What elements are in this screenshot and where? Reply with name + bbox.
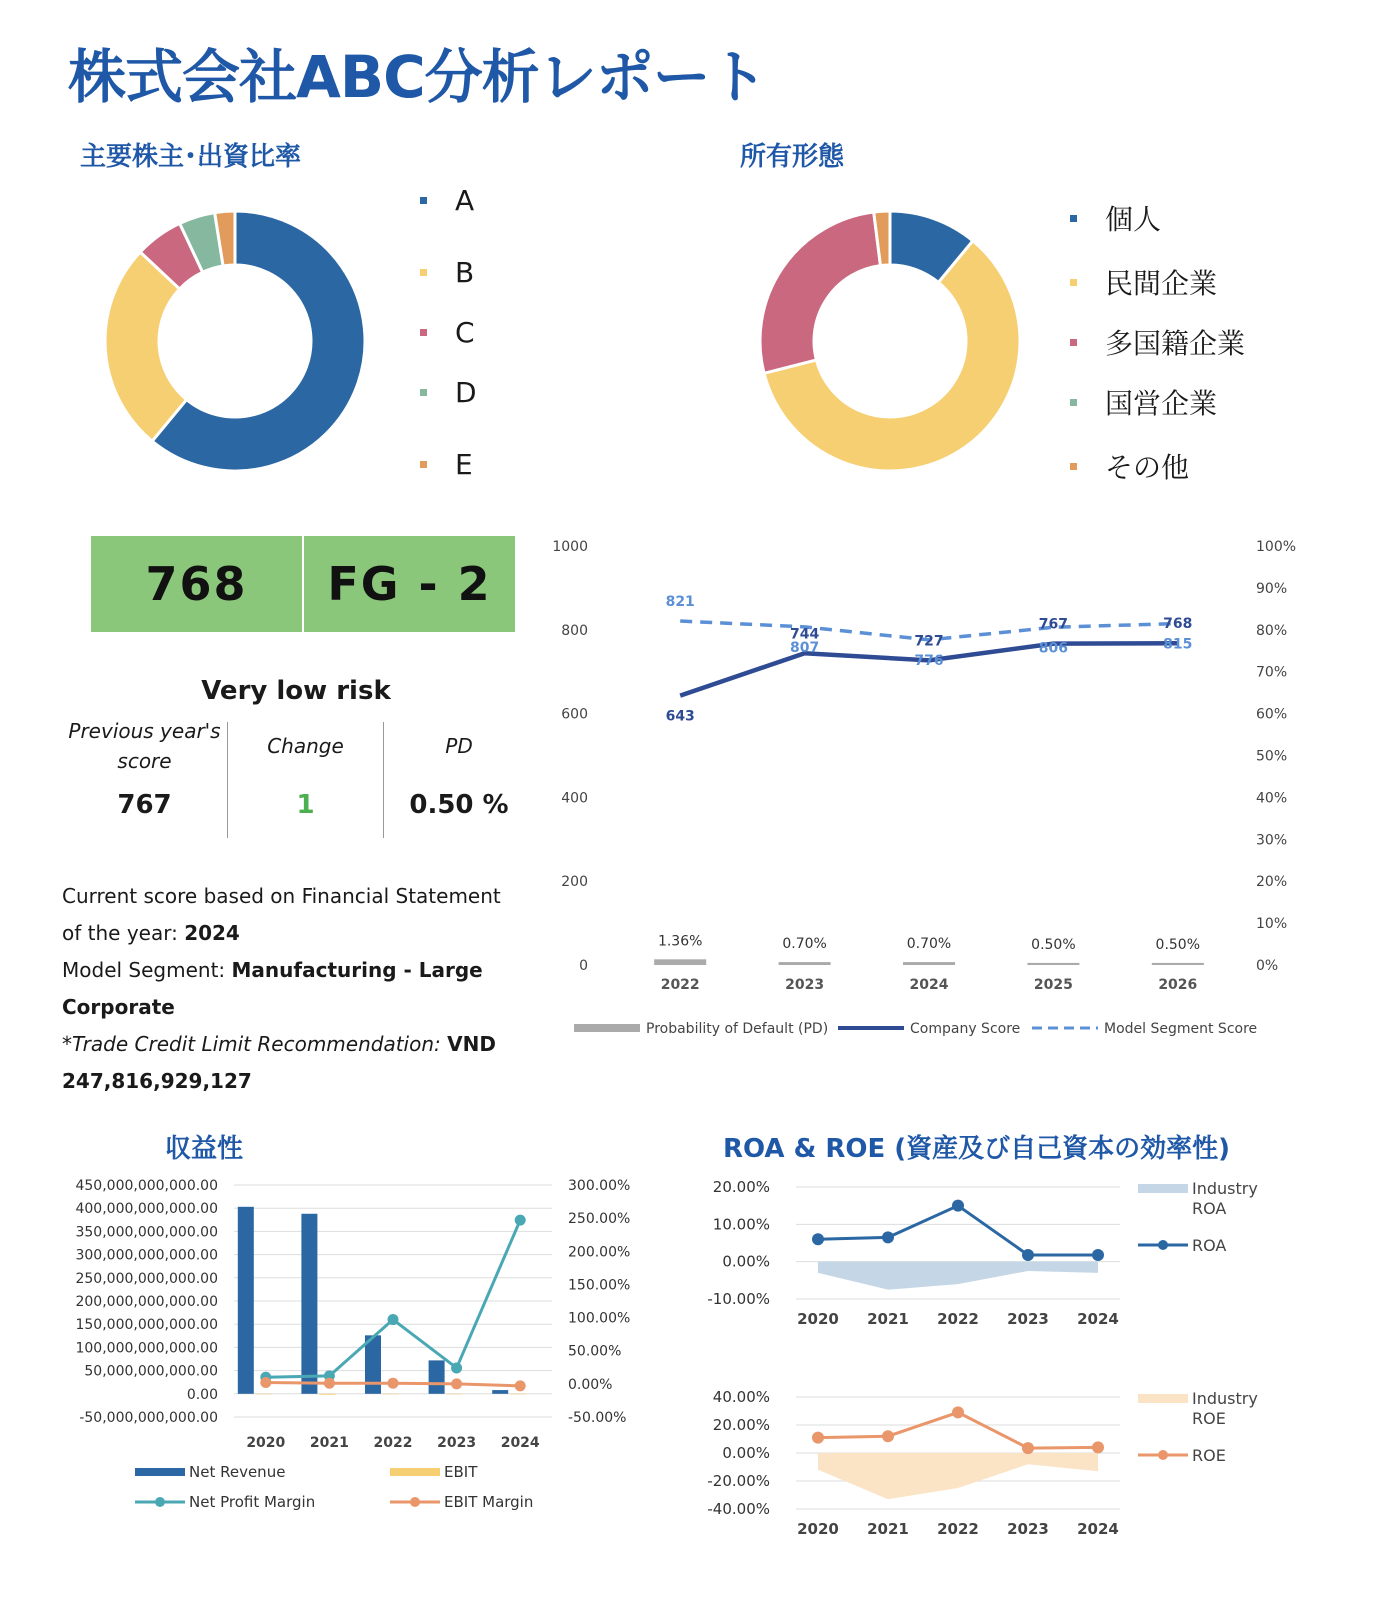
fs-year: 2024: [184, 921, 240, 945]
y-tick-label: 0: [579, 958, 588, 974]
y-tick-label: 250,000,000,000.00: [75, 1270, 218, 1287]
y-tick-label: 50,000,000,000.00: [84, 1363, 218, 1380]
x-tick-label: 2022: [937, 1310, 979, 1328]
net-profit-margin-point: [515, 1215, 526, 1226]
legend-label: E: [455, 448, 473, 481]
legend-swatch: [1070, 215, 1077, 222]
fs-text: Current score based on Financial Statement of the year:: [62, 884, 501, 945]
y-tick-label: 350,000,000,000.00: [75, 1224, 218, 1241]
model-score-label: 806: [1038, 640, 1069, 657]
model-score-label: 807: [789, 639, 820, 656]
legend-label-ebit: EBIT: [444, 1463, 478, 1481]
segment-text: Model Segment:: [62, 958, 232, 982]
legend-swatch-industry: [1138, 1184, 1188, 1193]
risk-label: Very low risk: [201, 676, 391, 706]
y-tick-label: 0.00: [186, 1386, 218, 1403]
ratio-point: [1022, 1249, 1034, 1261]
legend-item-a: [420, 184, 474, 217]
y-tick-label: -10.00%: [707, 1290, 770, 1308]
y2-tick-label: 100%: [1256, 539, 1297, 555]
efficiency-title: ROA & ROE (資産及び自己資本の効率性): [723, 1134, 1231, 1164]
donut-slice-多国籍企業: [760, 212, 880, 373]
legend-label: 多国籍企業: [1105, 327, 1246, 360]
ratio-point: [812, 1432, 824, 1444]
y-tick-label: 20.00%: [712, 1178, 770, 1196]
ebit-bar: [383, 1394, 399, 1395]
legend-marker-em: [410, 1497, 420, 1507]
legend-label-model: Model Segment Score: [1104, 1021, 1258, 1037]
legend-item-other: [1070, 446, 1189, 486]
pd-bar: [1152, 963, 1204, 965]
score-grade: FG - 2: [327, 557, 492, 611]
score-chart: [552, 539, 1320, 1080]
company-score-label: 643: [665, 708, 695, 725]
y-tick-label: 200,000,000,000.00: [75, 1294, 218, 1310]
legend-label: D: [455, 376, 477, 409]
y-tick-label: 400,000,000,000.00: [75, 1201, 218, 1218]
pd-data-label: 0.70%: [906, 936, 952, 953]
x-tick-label: 2022: [660, 977, 700, 993]
y-tick-label: 40.00%: [712, 1388, 770, 1406]
legend-swatch-ebit: [390, 1468, 440, 1476]
y2-tick-label: 10%: [1256, 916, 1288, 933]
y2-tick-label: 30%: [1256, 832, 1288, 849]
ebit-margin-point: [388, 1378, 399, 1389]
model-score-label: 776: [914, 652, 944, 669]
y-tick-label: 150,000,000,000.00: [75, 1317, 218, 1334]
ebit-bar: [510, 1394, 526, 1395]
legend-label-em: EBIT Margin: [444, 1493, 534, 1511]
ebit-bar: [447, 1394, 463, 1395]
legend-swatch: [1070, 463, 1077, 470]
ratio-point: [812, 1233, 824, 1245]
x-tick-label: 2024: [909, 977, 949, 993]
net-revenue-bar: [429, 1360, 445, 1393]
y-tick-label: 20.00%: [712, 1416, 770, 1434]
legend-label: 個人: [1105, 203, 1162, 236]
y2-tick-label: 250.00%: [568, 1211, 631, 1228]
credit-text: *Trade Credit Limit Recommendation:: [62, 1032, 448, 1056]
y-tick-label: -50,000,000,000.00: [79, 1410, 218, 1426]
y2-tick-label: 20%: [1256, 874, 1288, 891]
x-tick-label: 2023: [1007, 1310, 1049, 1328]
legend-item-multinational: [1070, 322, 1245, 362]
y2-tick-label: 150.00%: [568, 1277, 631, 1294]
legend-label-revenue: Net Revenue: [189, 1463, 286, 1481]
ebit-margin-point: [260, 1377, 271, 1388]
y2-tick-label: 0%: [1256, 958, 1279, 974]
pd-bar: [1027, 963, 1079, 965]
segment-line: [62, 952, 522, 1026]
pd-bar: [779, 962, 831, 965]
legend-swatch-revenue: [135, 1468, 185, 1476]
pd-bar: [654, 959, 706, 965]
credit-value: VND 247,816,929,127: [62, 1032, 496, 1093]
change-value: 1: [296, 790, 315, 820]
company-score-line: [680, 643, 1178, 695]
y2-tick-label: 60%: [1256, 706, 1288, 723]
ratio-point: [952, 1406, 964, 1418]
net-profit-margin-point: [388, 1314, 399, 1325]
legend-label-ratio: ROA: [1192, 1236, 1227, 1255]
profitability-title: 収益性: [165, 1134, 244, 1164]
ratio-point: [882, 1231, 894, 1243]
y2-tick-label: 50.00%: [568, 1343, 622, 1360]
prev-score-stat: [62, 716, 227, 840]
fs-line: [62, 878, 522, 952]
pd-data-label: 0.70%: [782, 936, 827, 953]
credit-line: [62, 1026, 522, 1100]
pd-label: PD: [445, 734, 473, 758]
legend-item-b: [420, 256, 474, 289]
legend-marker-ratio: [1158, 1240, 1168, 1250]
legend-label-industry: ROE: [1192, 1409, 1226, 1428]
company-score-label: 768: [1163, 616, 1193, 633]
industry-area: [818, 1453, 1098, 1499]
x-tick-label: 2020: [797, 1310, 839, 1328]
ratio-point: [882, 1430, 894, 1442]
net-profit-margin-point: [451, 1362, 462, 1373]
x-tick-label: 2021: [867, 1310, 909, 1328]
x-tick-label: 2025: [1033, 977, 1073, 993]
x-tick-label: 2020: [246, 1435, 286, 1451]
y2-tick-label: 300.00%: [568, 1178, 631, 1194]
legend-label: その他: [1105, 451, 1190, 484]
legend-swatch-pd: [574, 1024, 640, 1032]
x-tick-label: 2021: [309, 1435, 349, 1451]
y-tick-label: 300,000,000,000.00: [75, 1247, 218, 1264]
legend-label: C: [455, 316, 475, 349]
y2-tick-label: 50%: [1256, 748, 1288, 765]
ratio-point: [1092, 1249, 1104, 1261]
ebit-margin-point: [324, 1378, 335, 1389]
y2-tick-label: 0.00%: [568, 1376, 613, 1393]
page-title: 株式会社ABC分析レポート: [68, 43, 767, 111]
legend-swatch: [420, 461, 427, 468]
legend-item-state: [1070, 382, 1217, 422]
y-tick-label: 400: [561, 790, 588, 807]
legend-label-npm: Net Profit Margin: [189, 1493, 316, 1511]
legend-swatch: [1070, 279, 1077, 286]
legend-marker-ratio: [1158, 1450, 1168, 1460]
y-tick-label: 200: [561, 874, 588, 891]
y-tick-label: 10.00%: [712, 1215, 770, 1234]
pd-bar: [903, 962, 955, 965]
prev-score-label: Previous year's score: [68, 719, 221, 773]
x-tick-label: 2023: [785, 977, 825, 993]
ratio-point: [1022, 1442, 1034, 1454]
shareholders-title: 主要株主･出資比率: [80, 142, 302, 172]
legend-label: B: [455, 256, 475, 289]
prev-score-value: 767: [117, 790, 172, 820]
x-tick-label: 2023: [437, 1435, 477, 1451]
y-tick-label: 0.00%: [722, 1444, 770, 1462]
x-tick-label: 2020: [797, 1520, 839, 1538]
legend-swatch: [420, 197, 427, 204]
pd-data-label: 1.36%: [657, 933, 703, 950]
x-tick-label: 2024: [1077, 1520, 1119, 1538]
net-revenue-bar: [492, 1390, 508, 1394]
score-value: 768: [145, 557, 248, 611]
legend-swatch: [1070, 339, 1077, 346]
x-tick-label: 2023: [1007, 1520, 1049, 1538]
model-score-label: 815: [1163, 636, 1193, 653]
y2-tick-label: 40%: [1256, 790, 1288, 807]
pd-value: 0.50 %: [409, 790, 509, 820]
company-score-label: 767: [1038, 616, 1069, 633]
company-score-label: 727: [914, 633, 944, 650]
legend-label: 民間企業: [1105, 267, 1218, 300]
shareholders-donut: [90, 196, 380, 486]
x-tick-label: 2026: [1158, 977, 1198, 993]
y2-tick-label: 200.00%: [568, 1244, 631, 1261]
company-score-label: 744: [789, 626, 820, 643]
ownership-title: 所有形態: [740, 142, 845, 172]
roa-chart: [707, 1178, 1340, 1350]
legend-label-company: Company Score: [910, 1021, 1021, 1037]
ebit-bar: [319, 1394, 335, 1395]
x-tick-label: 2021: [867, 1520, 909, 1538]
y2-tick-label: 80%: [1256, 622, 1288, 639]
y2-tick-label: 100.00%: [568, 1310, 631, 1327]
x-tick-label: 2024: [1077, 1310, 1119, 1328]
segment-value: Manufacturing - Large Corporate: [62, 958, 483, 1019]
pd-data-label: 0.50%: [1031, 936, 1076, 953]
legend-label-pd: Probability of Default (PD): [646, 1021, 829, 1037]
legend-label-industry: ROA: [1192, 1199, 1227, 1218]
y-tick-label: -20.00%: [707, 1472, 770, 1490]
ebit-bar: [256, 1394, 272, 1395]
change-label: Change: [267, 734, 344, 758]
legend-label: 国営企業: [1105, 387, 1218, 420]
legend-swatch: [1070, 399, 1077, 406]
y-tick-label: 100,000,000,000.00: [75, 1340, 218, 1357]
ownership-donut: [745, 196, 1035, 486]
net-revenue-bar: [301, 1214, 317, 1394]
y2-tick-label: 70%: [1256, 664, 1288, 681]
ratio-line: [818, 1206, 1098, 1255]
legend-swatch: [420, 329, 427, 336]
model-score-label: 821: [665, 594, 695, 611]
x-tick-label: 2022: [937, 1520, 979, 1538]
legend-item-c: [420, 316, 475, 349]
y-tick-label: 0.00%: [722, 1252, 770, 1271]
legend-label-ratio: ROE: [1192, 1446, 1226, 1465]
legend-item-individual: [1070, 198, 1161, 238]
legend-label-industry: Industry: [1192, 1179, 1258, 1198]
ebit-margin-point: [515, 1380, 526, 1391]
legend-swatch-industry: [1138, 1394, 1188, 1403]
y-tick-label: -40.00%: [707, 1500, 770, 1518]
legend-item-private: [1070, 262, 1217, 302]
y-tick-label: 800: [561, 622, 588, 639]
profitability-chart: [60, 1178, 680, 1545]
legend-item-e: [420, 448, 473, 481]
ratio-point: [1092, 1441, 1104, 1453]
y-tick-label: 600: [561, 706, 588, 723]
x-tick-label: 2022: [373, 1435, 413, 1451]
ratio-point: [952, 1200, 964, 1212]
pd-stat: [384, 716, 534, 840]
x-tick-label: 2024: [500, 1435, 540, 1451]
legend-label: A: [455, 184, 475, 217]
roe-chart: [707, 1388, 1340, 1560]
legend-label-industry: Industry: [1192, 1389, 1258, 1408]
y2-tick-label: 90%: [1256, 580, 1288, 597]
net-revenue-bar: [238, 1207, 254, 1394]
score-info: [62, 878, 522, 1100]
change-stat: [228, 716, 383, 840]
industry-area: [818, 1262, 1098, 1290]
legend-swatch: [420, 389, 427, 396]
score-box: [91, 536, 515, 632]
legend-item-d: [420, 376, 477, 409]
legend-swatch: [420, 269, 427, 276]
legend-marker-npm: [155, 1497, 165, 1507]
y-tick-label: 1000: [552, 539, 588, 555]
y2-tick-label: -50.00%: [568, 1410, 627, 1426]
pd-data-label: 0.50%: [1155, 936, 1201, 953]
y-tick-label: 450,000,000,000.00: [75, 1178, 218, 1194]
ebit-margin-point: [451, 1378, 462, 1389]
